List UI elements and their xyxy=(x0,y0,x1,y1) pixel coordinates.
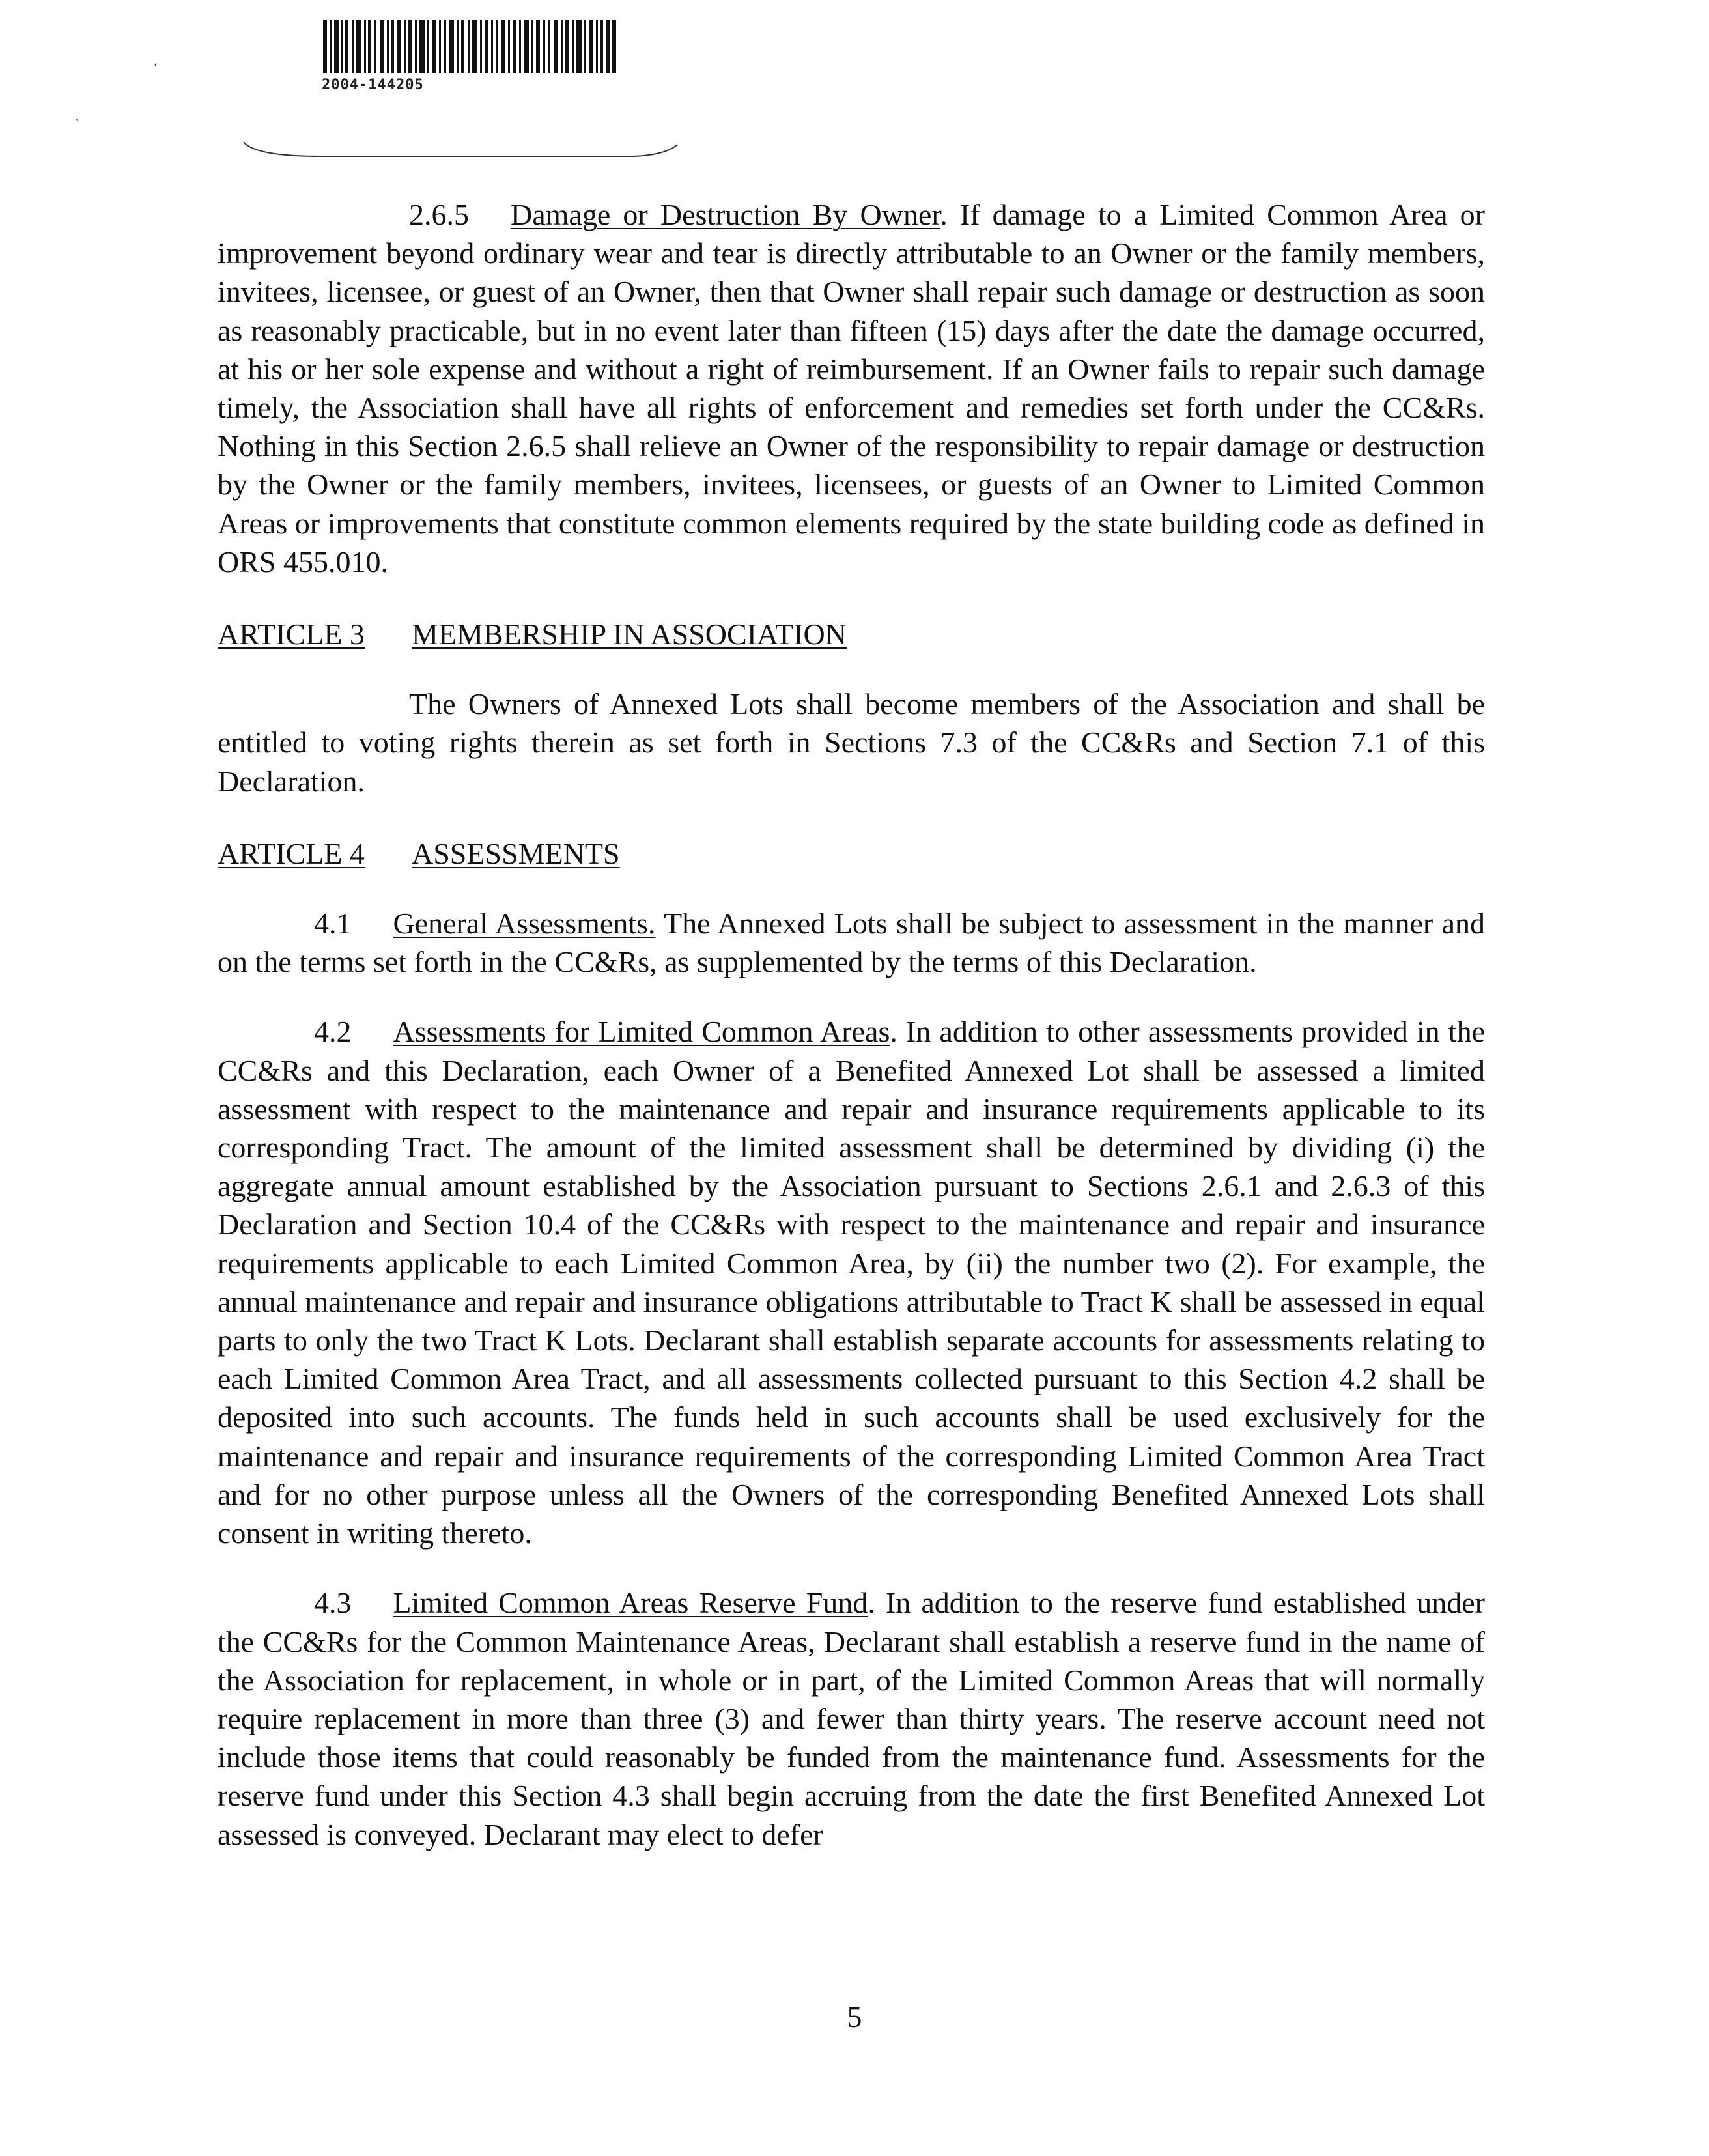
decorative-rule xyxy=(242,137,679,163)
section-number: 4.1 xyxy=(314,907,352,941)
article-title: MEMBERSHIP IN ASSOCIATION xyxy=(412,617,847,651)
article-4-heading xyxy=(218,834,1485,873)
section-text: . In addition to the reserve fund established under the CC&Rs for the Common Maintenance Areas, Declarant shall establish a reserve fund in the name of the Association for replacement, in whole or in part, of the Limited Common Areas that will normally require replacement in more than three (3) and fewer than thirty years. The reserve account need not include those items that could reasonably be funded from the maintenance fund. Assessments for the reserve fund under this Section 4.3 shall begin accruing from the date the first Benefited Annexed Lot assessed is conveyed. Declarant may elect to defer xyxy=(218,1586,1485,1851)
section-number: 4.3 xyxy=(314,1586,352,1620)
section-text: . If damage to a Limited Common Area or improvement beyond ordinary wear and tear is directly attributable to an Owner or the family members, invitees, licensee, or guest of an Owner, then that Owner shall repair such damage or destruction as soon as reasonably practicable, but in no event later than fifteen (15) days after the date the damage occurred, at his or her sole expense and without a right of reimbursement. If an Owner fails to repair such damage timely, the Association shall have all rights of enforcement and remedies set forth under the CC&Rs. Nothing in this Section 2.6.5 shall relieve an Owner of the responsibility to repair damage or destruction by the Owner or the family members, invitees, licensees, or guests of an Owner to Limited Common Areas or improvements that constitute common elements required by the state building code as defined in ORS 455.010. xyxy=(218,198,1485,578)
page-number: 5 xyxy=(847,2000,862,2034)
section-number: 2.6.5 xyxy=(409,198,469,231)
article-label: ARTICLE 4 xyxy=(218,836,365,870)
section-4-3 xyxy=(218,1583,1485,1853)
section-number: 4.2 xyxy=(314,1015,352,1049)
section-text: . In addition to other assessments provided in the CC&Rs and this Declaration, each Owner of a Benefited Annexed Lot shall be assessed a limited assessment with respect to the maintenance and repair and insurance requirements applicable to its corresponding Tract. The amount of the limited assessment shall be determined by dividing (i) the aggregate annual amount established by the Association pursuant to Sections 2.6.1 and 2.6.3 of this Declaration and Section 10.4 of the CC&Rs with respect to the maintenance and repair and insurance requirements applicable to each Limited Common Area, by (ii) the number two (2). For example, the annual maintenance and repair and insurance obligations attributable to Tract K shall be assessed in equal parts to only the two Tract K Lots. Declarant shall establish separate accounts for assessments relating to each Limited Common Area Tract, and all assessments collected pursuant to this Section 4.2 shall be deposited into such accounts. The funds held in such accounts shall be used exclusively for the maintenance and repair and insurance requirements of the corresponding Limited Common Area Tract and for no other purpose unless all the Owners of the corresponding Benefited Annexed Lots shall consent in writing thereto. xyxy=(218,1015,1486,1550)
section-text: The Annexed Lots shall be subject to assessment in the manner and on the terms set forth in the CC&Rs, as supplemented by the terms of this Declaration. xyxy=(218,907,1485,979)
article-3-text: The Owners of Annexed Lots shall become members of the Association and shall be entitled to voting rights therein as set forth in Sections 7.3 of the CC&Rs and Section 7.1 of this Declaration. xyxy=(218,687,1485,798)
document-body xyxy=(218,195,1485,1854)
section-2-6-5 xyxy=(218,195,1485,581)
section-title: General Assessments. xyxy=(393,907,656,941)
scan-mark: ` xyxy=(76,117,79,130)
article-3-heading xyxy=(218,615,1485,653)
barcode xyxy=(323,20,616,73)
section-4-2 xyxy=(218,1012,1485,1552)
article-label: ARTICLE 3 xyxy=(218,617,365,651)
scan-mark: ‘ xyxy=(154,61,158,74)
section-title: Damage or Destruction By Owner xyxy=(511,198,940,231)
article-title: ASSESSMENTS xyxy=(412,836,620,870)
section-title: Assessments for Limited Common Areas xyxy=(393,1015,890,1049)
section-4-1 xyxy=(218,904,1485,981)
document-number: 2004-144205 xyxy=(322,77,424,93)
section-title: Limited Common Areas Reserve Fund xyxy=(393,1586,868,1620)
